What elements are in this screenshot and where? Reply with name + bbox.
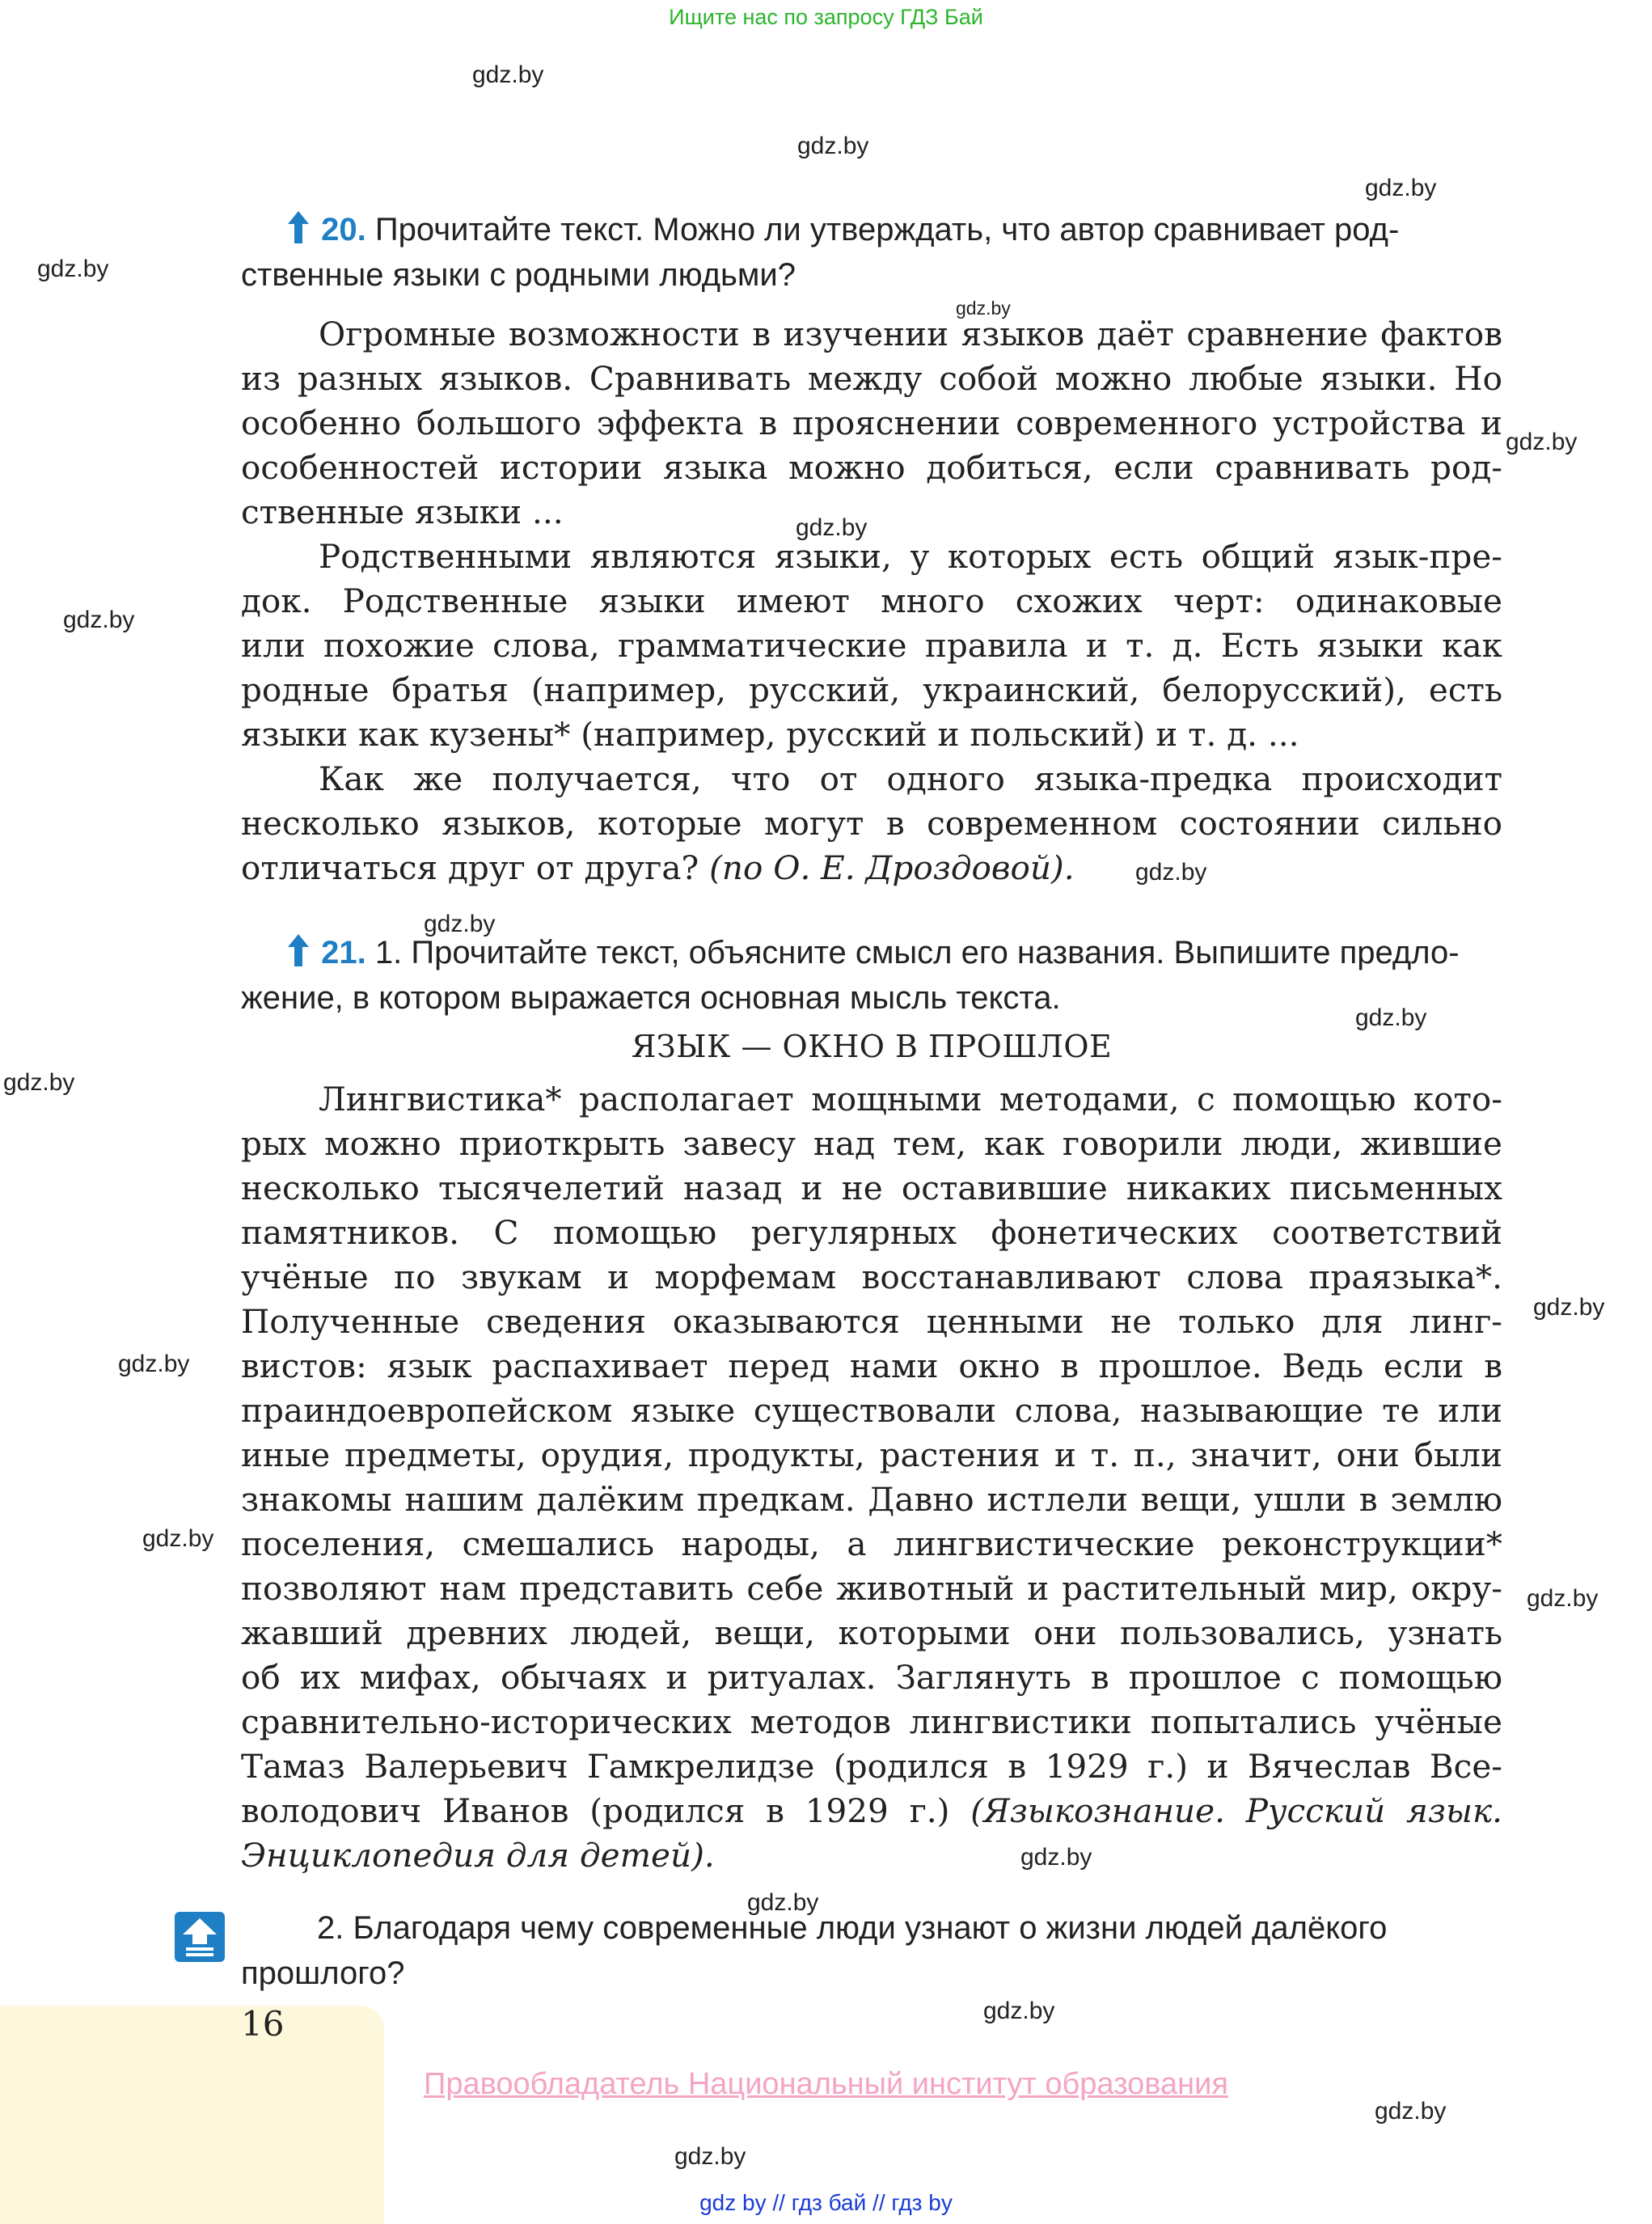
text-line: родные братья (например, русский, украинский, белорусский), есть bbox=[241, 670, 1502, 709]
watermark: gdz.by bbox=[37, 256, 109, 282]
watermark: gdz.by bbox=[1355, 1004, 1427, 1031]
text-line: позволяют нам представить себе животный и растительный мир, окру- bbox=[241, 1569, 1502, 1608]
text-line: языки как кузены* (например, русский и польский) и т. д. ... bbox=[241, 715, 1299, 754]
task-number: 20. bbox=[321, 212, 366, 247]
text-line: несколько тысячелетий назад и не оставившие никаких письменных bbox=[241, 1169, 1502, 1207]
text-line: знакомы нашим далёким предкам. Давно истлели вещи, ушли в землю bbox=[241, 1480, 1502, 1519]
watermark: gdz.by bbox=[1527, 1585, 1599, 1612]
watermark: gdz.by bbox=[472, 61, 544, 88]
text-line: особенностей истории языка можно добиться, если сравнивать род- bbox=[241, 448, 1502, 487]
text-line: ственные языки ... bbox=[241, 493, 564, 531]
text-line: Огромные возможности в изучении языков даёт сравнение фактов bbox=[319, 315, 1502, 353]
copyright-link[interactable]: Правообладатель Национальный институт образования bbox=[424, 2067, 1228, 2101]
watermark: gdz.by bbox=[3, 1069, 75, 1096]
text-line: несколько языков, которые могут в современном состоянии сильно bbox=[241, 804, 1502, 843]
watermark: gdz.by bbox=[1135, 859, 1207, 886]
text-line: рых можно приоткрыть завесу над тем, как говорили люди, жившие bbox=[241, 1124, 1502, 1163]
watermark: gdz.by bbox=[983, 1998, 1055, 2024]
task-20-text bbox=[241, 312, 1502, 890]
bottom-links bbox=[0, 2190, 1652, 2216]
text-line: поселения, смешались народы, а лингвистические реконструкции* bbox=[241, 1524, 1502, 1563]
text-line: об их мифах, обычаях и ритуалах. Заглянуть в прошлое с помощью bbox=[241, 1658, 1502, 1697]
bottom-link[interactable]: гдз by bbox=[891, 2190, 953, 2215]
watermark: gdz.by bbox=[424, 911, 496, 937]
arrow-up-icon bbox=[288, 212, 321, 247]
text-line: Как же получается, что от одного языка-предка происходит bbox=[319, 759, 1502, 798]
watermark: gdz.by bbox=[796, 514, 868, 541]
link-separator: // bbox=[772, 2190, 785, 2215]
prompt-line: 1. Прочитайте текст, объясните смысл его названия. Выпишите предло- bbox=[374, 935, 1460, 970]
watermark: gdz.by bbox=[63, 607, 135, 633]
text-line bbox=[241, 1789, 1502, 1833]
watermark: gdz.by bbox=[142, 1525, 214, 1552]
text-line: праиндоевропейском языке существовали слова, называющие те или bbox=[241, 1391, 1502, 1430]
text-line: сравнительно-исторических методов лингвистики попытались учёные bbox=[241, 1702, 1502, 1741]
text-title: ЯЗЫК — ОКНО В ПРОШЛОЕ bbox=[631, 1029, 1113, 1064]
text-line bbox=[241, 846, 1502, 890]
text-line: жавший древних людей, вещи, которыми они пользовались, узнать bbox=[241, 1613, 1502, 1652]
watermark: gdz.by bbox=[747, 1889, 819, 1916]
text-line: учёные по звукам и морфемам восстанавливают слова праязыка*. bbox=[241, 1258, 1502, 1296]
text-line: памятников. С помощью регулярных фонетических соответствий bbox=[241, 1213, 1502, 1252]
search-banner: Ищите нас по запросу ГДЗ Бай bbox=[669, 5, 983, 29]
text-line-content: володович Иванов (родился в 1929 г.) bbox=[241, 1791, 950, 1830]
watermark: gdz.by bbox=[1365, 175, 1437, 201]
task-21-prompt bbox=[288, 930, 1460, 975]
watermark: gdz.by bbox=[118, 1351, 190, 1377]
prompt-line: жение, в котором выражается основная мысль текста. bbox=[241, 980, 1061, 1016]
watermark: gdz.by bbox=[1533, 1294, 1605, 1321]
watermark: gdz.by bbox=[1506, 429, 1578, 455]
watermark: gdz.by bbox=[1375, 2098, 1447, 2125]
watermark: gdz.by bbox=[956, 298, 1011, 319]
source-citation: (по О. Е. Дроздовой). bbox=[709, 848, 1075, 887]
watermark: gdz.by bbox=[1020, 1844, 1092, 1871]
text-line: из разных языков. Сравнивать между собой можно любые языки. Но bbox=[241, 359, 1502, 398]
bottom-link[interactable]: gdz by bbox=[699, 2190, 767, 2215]
task-21-text bbox=[241, 1077, 1502, 1878]
upload-icon bbox=[175, 1912, 225, 1962]
arrow-up-icon bbox=[288, 935, 321, 970]
bottom-link[interactable]: гдз бай bbox=[791, 2190, 867, 2215]
text-line: Тамаз Валерьевич Гамкрелидзе (родился в 1929 г.) и Вячеслав Все- bbox=[241, 1747, 1502, 1786]
text-line: Родственными являются языки, у которых есть общий язык-пре- bbox=[319, 537, 1502, 576]
link-separator: // bbox=[872, 2190, 885, 2215]
text-line: Полученные сведения оказываются ценными не только для линг- bbox=[241, 1302, 1502, 1341]
task-20-prompt bbox=[288, 207, 1399, 252]
text-line-content: отличаться друг от друга? bbox=[241, 848, 699, 887]
page-number: 16 bbox=[241, 2004, 285, 2044]
text-line: или похожие слова, грамматические правила и т. д. Есть языки как bbox=[241, 626, 1502, 665]
question-line: 2. Благодаря чему современные люди узнают о жизни людей далёкого bbox=[317, 1910, 1388, 1946]
text-line: док. Родственные языки имеют много схожих черт: одинаковые bbox=[241, 581, 1502, 620]
text-line: иные предметы, орудия, продукты, растения и т. п., значит, они были bbox=[241, 1435, 1502, 1474]
question-line: прошлого? bbox=[241, 1956, 405, 1991]
source-citation: (Языкознание. Русский язык. bbox=[970, 1791, 1503, 1830]
task-number: 21. bbox=[321, 935, 366, 970]
text-line: вистов: язык распахивает перед нами окно в прошлое. Ведь если в bbox=[241, 1347, 1502, 1385]
prompt-line: ственные языки с родными людьми? bbox=[241, 257, 796, 293]
watermark: gdz.by bbox=[674, 2143, 746, 2170]
text-line: особенно большого эффекта в прояснении современного устройства и bbox=[241, 404, 1502, 442]
prompt-line: Прочитайте текст. Можно ли утверждать, что автор сравнивает род- bbox=[374, 212, 1400, 247]
watermark: gdz.by bbox=[797, 133, 869, 159]
text-line: Лингвистика* располагает мощными методами, с помощью кото- bbox=[319, 1080, 1502, 1118]
source-citation: Энциклопедия для детей). bbox=[241, 1836, 715, 1875]
